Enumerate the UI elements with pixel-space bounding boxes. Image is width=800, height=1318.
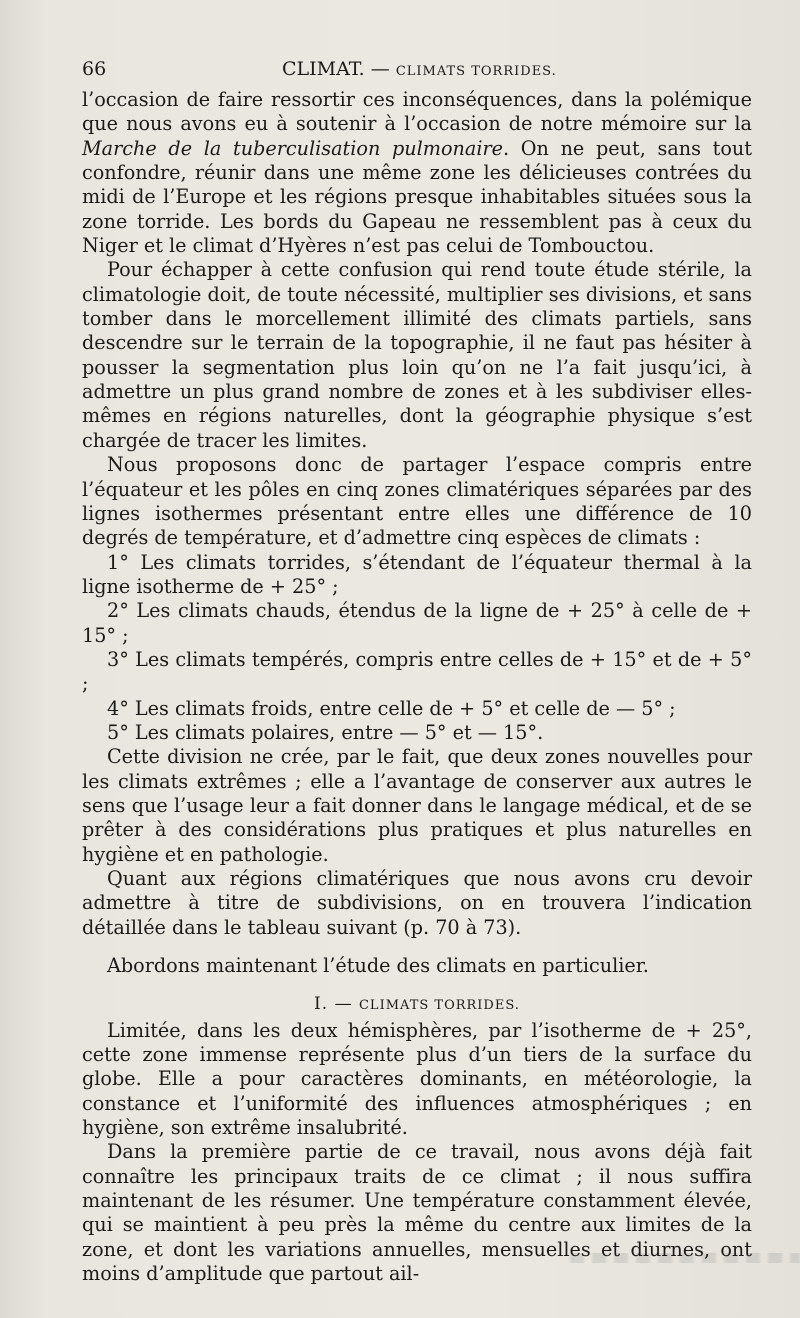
page-number: 66 <box>82 58 107 80</box>
running-title-dash: — <box>370 58 390 80</box>
running-title-sub: CLIMATS TORRIDES. <box>395 64 557 79</box>
section-title: CLIMATS TORRIDES. <box>358 998 520 1014</box>
paragraph-7: Limitée, dans les deux hémisphères, par l’isotherme de + 25°, cette zone immense représente plus d’un tiers de la surface du globe. Elle a pour caractères dominants, en météorologie, la constance et l’uniformité des influences atmosphériques ; en hygiène, son extrême insalubrité. <box>82 1018 752 1140</box>
running-header <box>82 58 752 86</box>
cited-work-title: Marche de la tuberculisation pulmonaire <box>82 136 503 160</box>
running-title <box>282 58 557 80</box>
list-item-torrid: 1° Les climats torrides, s’étendant de l’équateur thermal à la ligne isotherme de + 25° ; <box>82 550 752 598</box>
spacer <box>82 978 752 992</box>
list-item-cold: 4° Les climats froids, entre celle de + 5° et celle de — 5° ; <box>107 696 676 720</box>
paragraph-6: Abordons maintenant l’étude des climats en particulier. <box>107 954 649 978</box>
body-text <box>82 88 752 1287</box>
paragraph-5: Quant aux régions climatériques que nous avons cru devoir admettre à titre de subdivisions, on en trouvera l’indication détaillée dans le tableau suivant (p. 70 à 73). <box>82 867 752 939</box>
paragraph-8: Dans la première partie de ce travail, nous avons déjà fait connaître les principaux traits de ce climat ; il nous suffira maintenant de les résumer. Une température constamment élevée, qui se maintient à peu près la même du centre aux limites de la zone, et dont les variations annuelles, mensuelles et diurnes, ont moins d’amplitude que partout ail- <box>82 1140 752 1286</box>
section-dash: — <box>334 994 353 1015</box>
section-numeral: I. <box>314 994 329 1015</box>
list-item-polar: 5° Les climats polaires, entre — 5° et — 15°. <box>107 720 544 744</box>
paragraph-1 <box>82 88 752 258</box>
list-item-temperate: 3° Les climats tempérés, compris entre celles de + 15° et de + 5° ; <box>82 647 752 696</box>
paragraph-1-end: . On ne peut, sans tout confondre, réunir dans une même zone les délicieuses contrées du midi de l’Europe et les régions presque inhabitables situées sous la zone torride. Les bords du Gapeau ne ressemblent pas à ceux du Niger et le climat d’Hyères n’est pas celui de Tombouctou. <box>82 136 752 258</box>
paragraph-1-start: l’occasion de faire ressortir ces inconséquences, dans la polémique que nous avons eu à soutenir à l’occasion de notre mémoire sur la <box>82 88 752 136</box>
spacer <box>82 940 752 954</box>
section-heading <box>82 992 752 1018</box>
paragraph-3: Nous proposons donc de partager l’espace compris entre l’équateur et les pôles en cinq zones climatériques séparées par des lignes isothermes présentant entre elles une différence de 10 degrés de température, et d’admettre cinq espèces de climats : <box>82 453 752 550</box>
paragraph-2: Pour échapper à cette confusion qui rend toute étude stérile, la climatologie doit, de toute nécessité, multiplier ses divisions, et sans tomber dans le morcellement illimité des climats partiels, sans descendre sur le terrain de la topographie, il ne faut pas hésiter à pousser la segmentation plus loin qu’on ne l’a fait jusqu’ici, à admettre un plus grand nombre de zones et à les subdiviser elles-mêmes en régions naturelles, dont la géographie physique s’est chargée de tracer les limites. <box>82 258 752 452</box>
paragraph-4: Cette division ne crée, par le fait, que deux zones nouvelles pour les climats extrêmes ; elle a l’avantage de conserver aux autres le sens que l’usage leur a fait donner dans le langage médical, et de se prêter à des considérations plus pratiques et plus naturelles en hygiène et en pathologie. <box>82 745 752 866</box>
running-title-main: CLIMAT. <box>282 58 365 80</box>
list-item-hot: 2° Les climats chauds, étendus de la ligne de + 25° à celle de + 15° ; <box>82 599 752 647</box>
